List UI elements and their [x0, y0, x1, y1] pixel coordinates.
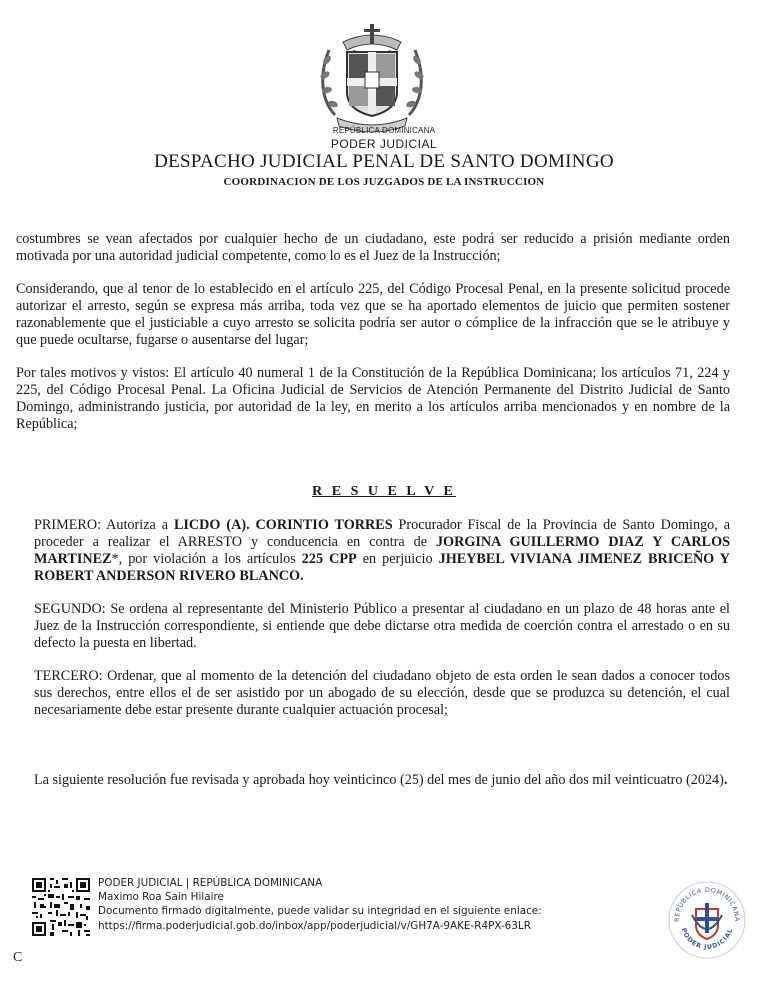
- header-despacho: DESPACHO JUDICIAL PENAL DE SANTO DOMINGO: [154, 151, 614, 172]
- page-corner-mark: C: [13, 950, 23, 965]
- primero-text-1: PRIMERO: Autoriza a: [34, 517, 174, 533]
- stamp-text-top: REPÚBLICA DOMINICANA: [672, 885, 742, 923]
- paragraph-costumbres: costumbres se vean afectados por cualquier hecho de un ciudadano, este podrá ser reducido a prisión mediante orden motivada por una autoridad judicial competente, como lo es el Juez de la Instrucción;: [16, 231, 730, 264]
- signature-notice: Documento firmado digitalmente, puede validar su integridad en el siguiente enlace:: [98, 905, 542, 918]
- resolution-segundo: SEGUNDO: Se ordena al representante del Ministerio Público a presentar al ciudadano en un plazo de 48 horas ante el Juez de la Instrucción correspondiente, si entiende que debe dictarse otra medida de coerción contra el arrestado o en su defecto la puesta en libertad.: [34, 601, 730, 651]
- tercero-end: ;: [444, 702, 448, 718]
- resuelve-heading: R E S U E L V E: [312, 484, 456, 499]
- closing-end: .: [723, 772, 728, 788]
- primero-article: 225 CPP: [301, 551, 357, 567]
- primero-accused: JORGINA GUILLERMO DIAZ Y CARLOS MARTINEZ: [34, 534, 731, 567]
- coat-of-arms-icon: [313, 20, 431, 132]
- primero-text-2: Procurador Fiscal de la Provincia de Santo Domingo, a proceder a realizar el ARRESTO y conducencia en contra de: [34, 517, 730, 550]
- signature-signer: Maximo Roa Sain Hilaire: [98, 891, 224, 904]
- closing-text: La siguiente resolución fue revisada y aprobada hoy veinticinco (25) del mes de junio del año dos mil veinticuatro (2024): [34, 772, 724, 788]
- document-body: [16, 231, 730, 449]
- paragraph-por-tales-motivos: Por tales motivos y vistos: El artículo 40 numeral 1 de la Constitución de la República Dominicana; los artículos 71, 224 y 225, del Código Procesal Penal. La Oficina Judicial de Servicios de Atención Permanente del Distrito Judicial de Santo Domingo, administrando justicia, por autoridad de la ley, en merito a los artículos arriba mencionados y en nombre de la República;: [16, 365, 730, 432]
- header-republica: REPÚBLICA DOMINICANA: [332, 126, 436, 135]
- resolution-primero: [34, 517, 730, 585]
- tercero-text: TERCERO: Ordenar, que al momento de la detención del ciudadano objeto de esta orden le sean dados a conocer todos sus derechos, entre ellos el de ser asistido por un abogado de su elección, desde que se produzca su detención, el cual necesariamente debe estar presente durante cualquier actuación procesal: [34, 668, 730, 718]
- signature-institution: PODER JUDICIAL | REPÚBLICA DOMINICANA: [98, 877, 323, 889]
- poder-judicial-seal-icon: [666, 879, 748, 961]
- digital-signature-block: [98, 876, 658, 933]
- primero-text-3: *, por violación a los artículos: [111, 551, 302, 567]
- resolutions: [34, 517, 730, 735]
- paragraph-considerando: Considerando, que al tenor de lo establecido en el artículo 225, del Código Procesal Penal, en la presente solicitud procede autorizar el arresto, según se expresa más arriba, toda vez que se ha aportado elementos de juicio que permiten sostener razonablemente que el justiciable a cuyo arresto se solicita podría ser autor o cómplice de la infracción que se le atribuye y que puede ocultarse, fugarse o ausentarse del lugar;: [16, 281, 730, 348]
- qr-code-icon[interactable]: [32, 878, 90, 936]
- primero-text-4: en perjuicio: [356, 551, 439, 567]
- signature-validation-link[interactable]: https://firma.poderjudicial.gob.do/inbox/app/poderjudicial/v/GH7A-9AKE-R4PX-63LR: [98, 919, 531, 932]
- header-coordinacion: COORDINACION DE LOS JUZGADOS DE LA INSTRUCCION: [223, 176, 545, 188]
- primero-prosecutor: LICDO (A). CORINTIO TORRES: [173, 517, 393, 533]
- closing-statement: [34, 772, 730, 789]
- primero-victims: JHEYBEL VIVIANA JIMENEZ BRICEÑO Y ROBERT ANDERSON RIVERO BLANCO.: [34, 551, 730, 584]
- resolution-tercero: [34, 668, 730, 719]
- stamp-text-bottom: PODER JUDICIAL: [679, 926, 735, 952]
- header-poder-judicial: PODER JUDICIAL: [330, 137, 438, 151]
